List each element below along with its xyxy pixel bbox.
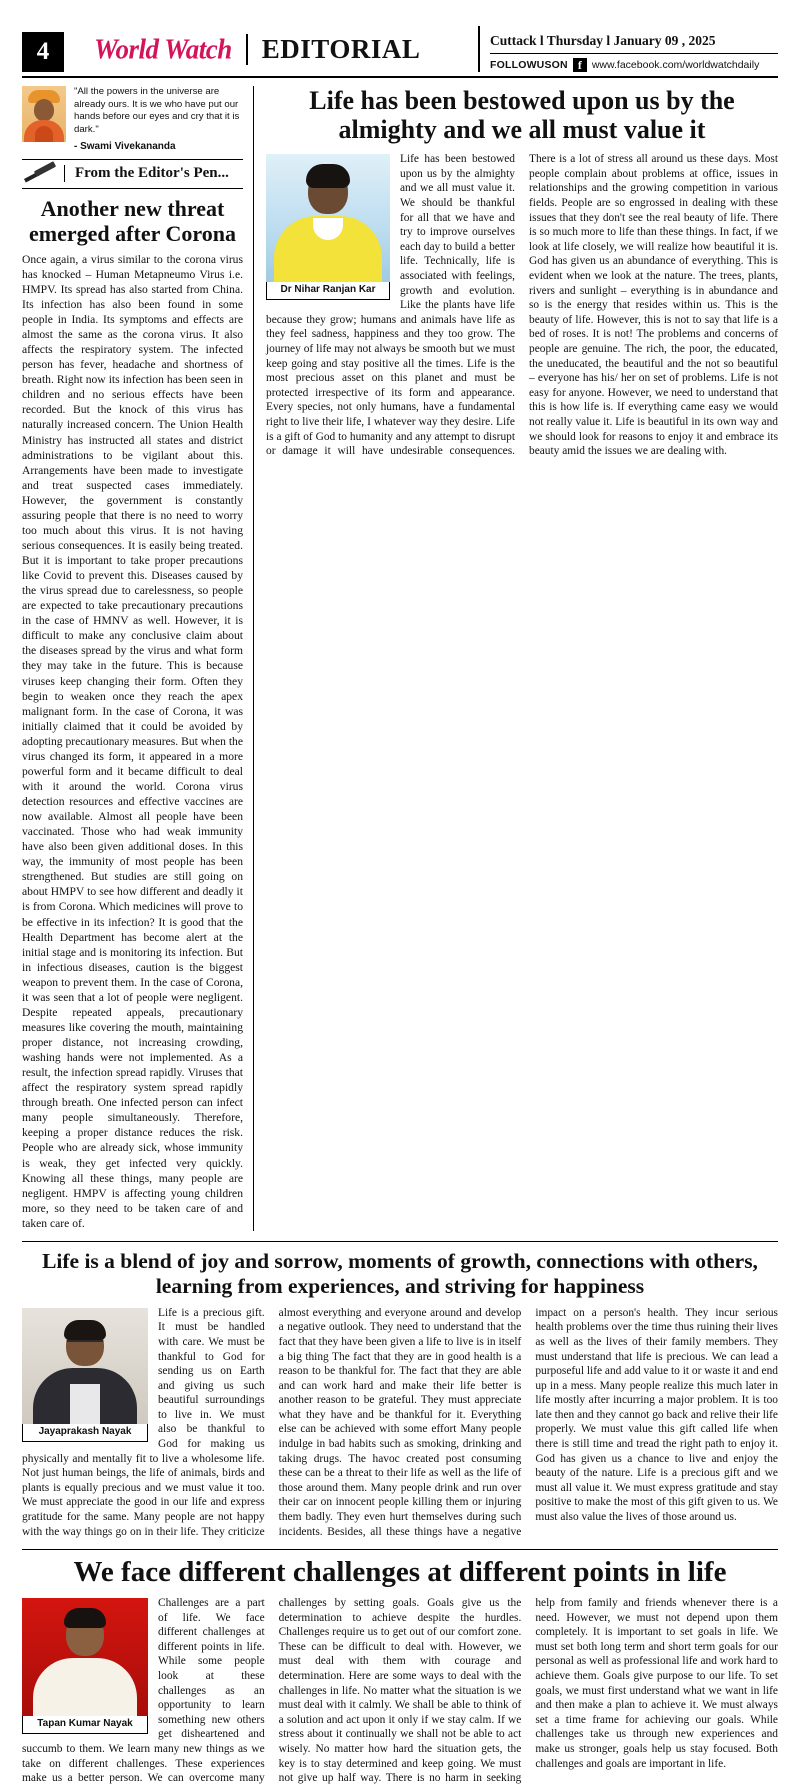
- facebook-icon[interactable]: f: [573, 58, 587, 72]
- quote-attribution: - Swami Vivekananda: [74, 140, 176, 152]
- top-section: [22, 86, 778, 1231]
- quote-box: [22, 86, 243, 152]
- follow-us-label: FOLLOWUSON: [490, 59, 568, 71]
- article-2-caption: Jayaprakash Nayak: [22, 1424, 148, 1442]
- editorial-left-column: [22, 86, 254, 1231]
- masthead: [22, 26, 778, 78]
- article-2-body: Life is a precious gift. It must be handled with care. We must be thankful to God for sending us on Earth and giving us such beautiful surroundings to live in. We must also be thankful to God for making us physically and mentally fit to live a wholesome life. Not just human beings, the life of animals, birds and plants is equally precious and we must value it too. We must appreciate the good in our life and express gratitude for the same. Many people are not happy with the way things go on in their life. They criticize almost everything and everyone around and develop a negative outlook. They need to understand that the fact that they have been given a life to live is in itself a big thing The fact that they are in good health is a reason to be thankful for. The fact that they are able and can work hard and make their life better is another reason to be grateful. They must appreciate what they have and be thankful for it. Everything else can be achieved with some effort Many people indulge in bad habits such as smoking, drinking and taking drugs. The havoc created post consuming these can be a threat to their life as well as the life of those around them. Many people drink and run over their car on innocent people killing them or injuring them badly. They even hurt themselves during such incidents. Besides, all these things have a negative impact on a person's health. They incur serious health problems over the time thus ruining their lives as well as the lives of their family members. They must understand that life is precious. We can lead a purposeful life and add value to it or waste it and end up in a mess. Many people realize this much later in life mostly after incurring a major problem. It is too late then and they cannot go back and relive their life properly. We must value this gift called life when there is still time and tread the right path to enjoy it. God has given us a chance to live and enjoy the beauty of the nature. Life is a precious gift and we must all value it. We must express gratitude and stay positive to make the most of this gift given to us. We must also value the lives of those around us.: [22, 1306, 778, 1538]
- article-2-headline: Life is a blend of joy and sorrow, moments of growth, connections with others, learning from experiences, and striving for happiness: [42, 1248, 758, 1298]
- article-2-body-wrap: [22, 1306, 778, 1540]
- dateline: Cuttack l Thursday l January 09 , 2025: [490, 33, 778, 54]
- article-1-caption: Dr Nihar Ranjan Kar: [266, 282, 390, 300]
- swami-vivekananda-portrait: [22, 86, 66, 142]
- dr-nihar-ranjan-kar-photo: [266, 154, 390, 282]
- article-2-figure: [22, 1308, 148, 1442]
- editors-pen-bar: [22, 159, 243, 189]
- article-3-body: Challenges are a part of life. We face different challenges at different points in life. While some people look at these challenges as an opportunity to learn something new others get disheartened and succumb to them. We learn many new things as we take on different challenges. These experiences make us a better person. We can overcome many challenges by setting goals. Goals give us the determination to achieve despite the hurdles. Challenges require us to get out of our comfort zone. These can be difficult to deal with. However, we must deal with them with courage and determination. Here are some ways to deal with the challenges in life. No matter what the situation is we must deal with it calmly. We shall be able to think of a solution and act upon it only if we stay calm. If we stress about it continually we shall not be able to act wisely. No matter how hard the situation gets, the key is to stay determined and keep going. We must not give up half way. There is no harm in seeking help from family and friends whenever there is a need. However, we must not depend upon them completely. It is important to set goals in life. We must set both long term and short term goals for our personal as well as professional life and work hard to achieve them. Goals give purpose to our life. To set goals, we must first understand what we want in life and then make a plan to achieve it. We must always set a time frame for achieving our goals. While challenges take us through new experiences and make us stronger, goals help us stay focused. Both challenges and goals are important in life.: [22, 1597, 778, 1785]
- facebook-url[interactable]: www.facebook.com/worldwatchdaily: [591, 59, 760, 71]
- masthead-center: [64, 26, 478, 72]
- quote-text: "All the powers in the universe are already ours. It is we who have put our hands before our eyes and cry that it is dark.": [74, 86, 240, 135]
- editorial-body: Once again, a virus similar to the corona virus has knocked – Human Metapneumo Virus i.e. HMPV. Its spread has also started from China. Its infection has also been found in some people in India. Its symptoms and effects are almost the same as the corona virus. It also affects the respiratory system. The infected person has fever, headache and shortness of breath. Right now its infection has been seen in children and no serious effects have been recorded. But the knock of this virus has naturally increased concern. The Union Health Ministry has instructed all states and district administrations to be vigilant about this. Arrangements have been made to investigate and treat suspected cases immediately. However, the government is constantly assuring people that there is no need to worry too much about this virus. It is not having serious consequences. It is easily being treated. But it is important to take proper precautions like Covid to prevent this. Diseases caused by the virus spread due to carelessness, so people are expected to take precautionary precautions in the case of HMNV as well. However, it is difficult to make any conclusive claim about the diseases spread by the virus and what form they may take in the future. This is because viruses keep changing their form. Often they begin to weaken once they reach the apex malignant form. In the case of Corona, it was initially claimed that it could be avoided by adopting precautionary measures. But when the virus changed its form, it appeared in a more powerful form and it became difficult to deal with it around the world. Corona virus detection resources and effective vaccines are now available. Almost all people have been vaccinated. Those who had weak immunity have also been given additional doses. In this way, the immunity of most people has been strengthened. But studies are still going on about HMPV to see how different and deadly it is from Corona. Which medicines will prove to be effective in its infection? It is good that the Health Department has become alert at the initial stage and is monitoring its infection. But in infectious diseases, caution is the biggest weapon to prevent them. In the case of Corona, it was seen that a lot of people were negligent. Despite repeated appeals, precautionary measures like covering the mouth, maintaining proper distance, not increasing crowding, washing hands were not implemented. As a result, the infection spread rapidly. Viruses that affect the respiratory system spread rapidly through breath. One infected person can infect many people simultaneously. Therefore, keeping a proper distance reduces the risk. People who are already sick, whose immunity is weak, they get infected very quickly. Knowing all these things, many people are negligent. HMPV is affecting young children more, so they need to be taken care of and taken care of.: [22, 252, 243, 1230]
- editors-pen-title: From the Editor's Pen...: [64, 165, 243, 182]
- tapan-kumar-nayak-photo: [22, 1598, 148, 1716]
- follow-us-bar: [490, 54, 778, 72]
- world-watch-logo: [94, 34, 246, 65]
- section-title: EDITORIAL: [246, 34, 421, 65]
- masthead-right: [478, 26, 778, 72]
- article-3-caption: Tapan Kumar Nayak: [22, 1716, 148, 1734]
- article-2: [22, 1241, 778, 1539]
- article-3-headline: We face different challenges at different points in life: [73, 1556, 727, 1589]
- jayaprakash-nayak-photo: [22, 1308, 148, 1424]
- article-1-headline: Life has been bestowed upon us by the almighty and we all must value it: [309, 86, 735, 145]
- article-1: [254, 86, 778, 1231]
- editorial-headline: Another new threat emerged after Corona: [29, 195, 236, 246]
- article-3-figure: [22, 1598, 148, 1734]
- article-3-body-wrap: [22, 1596, 778, 1786]
- logo-text: World Watch: [94, 32, 232, 65]
- article-3: [22, 1549, 778, 1786]
- article-1-body: Life has been bestowed upon us by the almighty and we all must value it. We should be thankful for all that we have and try to improve ourselves each day to build a better life. Technically, life is associated with feelings, growth and evolution. Like the plants have life because they grow; humans and animals have life as they feel sadness, happiness and they too grow. The journey of life may not always be smooth but we must keep going and stay positive all the times. Life is the most precious asset on this planet and must be protected irrespective of its form and appearance. Every species, not only humans, have a fundamental right to live their life, I whatever way they desire. Life is a gift of God to humanity and any attempt to disrupt or damage it will have undesirable consequences. There is a lot of stress all around us these days. Most people complain about problems at office, issues in relationships and the growing competition in various fields. People are so engrossed in dealing with these issues that they don't see the real beauty of life. There is so much more to life than these things. In fact, if we look at life closely, we will realize how beautiful it is. God has given us an abundance of everything. This is evident when we look at the nature. The trees, plants, rivers and sunlight – everything is in abundance and so is the energy that resides within us. This is the beauty of life. However, this is not to say that life is a bed of roses. It is not! The problems and concerns of people are genuine. The rich, the poor, the educated, the uneducated, the beautiful and the not so beautiful – everyone has his/ her on set of problems. Life is not easy for anyone. However, we need to understand that this is how life is. If everything came easy we would not really value it. Life is beautiful in its own way and we should look for reasons to enjoy it and embrace its beauty amid the issues we are dealing with.: [266, 153, 778, 458]
- article-1-body-wrap: [266, 152, 778, 458]
- article-1-figure: [266, 154, 390, 300]
- page-number: 4: [22, 32, 64, 72]
- fountain-pen-icon: [22, 163, 56, 185]
